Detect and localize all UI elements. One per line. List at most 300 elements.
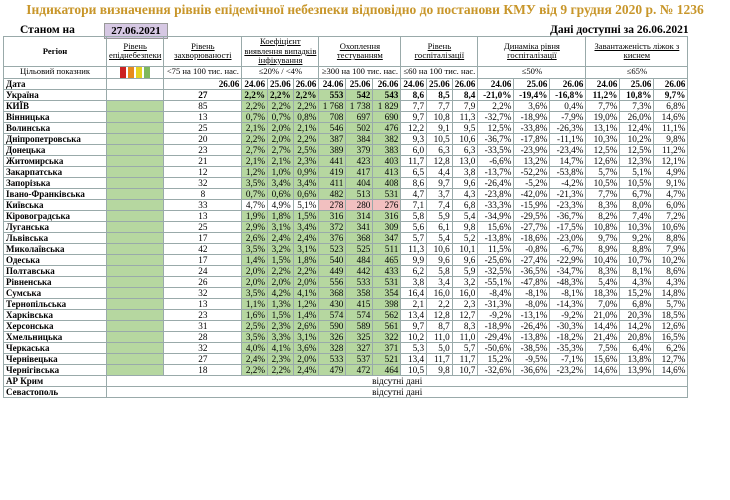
hosp-cell: 16,0 <box>427 287 453 298</box>
date-cell: 25.06 <box>346 78 373 89</box>
epi-level-cell <box>107 177 164 188</box>
testing-cell: 389 <box>319 144 346 155</box>
detection-cell: 2,7% <box>242 144 268 155</box>
testing-cell: 511 <box>373 243 401 254</box>
hosp-cell: 10,5 <box>401 364 427 375</box>
hosp-cell: 9,7 <box>401 111 427 122</box>
incidence-cell: 27 <box>164 353 242 364</box>
hosp-cell: 11,0 <box>452 331 478 342</box>
oxy-cell: 7,0% <box>586 298 620 309</box>
date-cell: 24.06 <box>478 78 514 89</box>
dyn-cell: -32,6% <box>478 364 514 375</box>
incidence-cell: 26 <box>164 276 242 287</box>
table-row <box>4 89 688 100</box>
oxy-cell: 10,2% <box>620 133 654 144</box>
date-row <box>4 78 688 89</box>
incidence-cell: 85 <box>164 100 242 111</box>
table-row <box>4 298 688 309</box>
hosp-cell: 9,6 <box>427 254 453 265</box>
oxy-cell: 10,7% <box>620 254 654 265</box>
detection-cell: 4,0% <box>242 342 268 353</box>
incidence-cell: 17 <box>164 254 242 265</box>
hosp-cell: 9,7 <box>427 177 453 188</box>
testing-cell: 417 <box>346 166 373 177</box>
hosp-cell: 5,4 <box>452 210 478 221</box>
detection-cell: 3,4% <box>293 177 319 188</box>
hosp-cell: 11,7 <box>427 353 453 364</box>
date-cell: 26.06 <box>654 78 688 89</box>
region-name: Запорізька <box>4 177 107 188</box>
target-oxygen: ≤65% <box>586 66 688 78</box>
detection-cell: 0,7% <box>242 188 268 199</box>
dyn-cell: -30,3% <box>550 320 586 331</box>
region-name: Херсонська <box>4 320 107 331</box>
incidence-cell: 24 <box>164 265 242 276</box>
dyn-cell: -6,7% <box>550 243 586 254</box>
hosp-cell: 5,9 <box>427 210 453 221</box>
epi-level-cell <box>107 243 164 254</box>
hosp-cell: 9,8 <box>427 364 453 375</box>
header-epi-level: Рівень епіднебезпеки <box>107 37 164 67</box>
detection-cell: 2,4% <box>293 232 319 243</box>
oxy-cell: 18,5% <box>654 309 688 320</box>
testing-cell: 531 <box>373 276 401 287</box>
dyn-cell: -0,8% <box>514 243 550 254</box>
table-row <box>4 232 688 243</box>
epi-level-cell <box>107 210 164 221</box>
incidence-cell: 25 <box>164 221 242 232</box>
hosp-cell: 3,8 <box>452 166 478 177</box>
detection-cell: 4,1% <box>293 287 319 298</box>
table-row <box>4 122 688 133</box>
testing-cell: 413 <box>373 166 401 177</box>
hosp-cell: 5,2 <box>452 232 478 243</box>
detection-cell: 2,4% <box>293 364 319 375</box>
epi-level-cell <box>107 320 164 331</box>
dyn-cell: -47,8% <box>514 276 550 287</box>
testing-cell: 543 <box>373 89 401 100</box>
dyn-cell: -9,5% <box>514 353 550 364</box>
hosp-cell: 3,8 <box>401 276 427 287</box>
dyn-cell: -17,5% <box>550 221 586 232</box>
dyn-cell: -4,2% <box>550 177 586 188</box>
dyn-cell: -34,7% <box>550 265 586 276</box>
detection-cell: 3,3% <box>268 331 294 342</box>
incidence-cell: 32 <box>164 342 242 353</box>
testing-cell: 408 <box>373 177 401 188</box>
table-row <box>4 331 688 342</box>
testing-cell: 368 <box>346 232 373 243</box>
level-green-swatch <box>144 67 150 78</box>
dyn-cell: -36,6% <box>514 364 550 375</box>
testing-cell: 404 <box>346 177 373 188</box>
oxy-cell: 6,0% <box>654 199 688 210</box>
dyn-cell: -7,1% <box>550 353 586 364</box>
epi-level-cell <box>107 287 164 298</box>
detection-cell: 2,2% <box>293 133 319 144</box>
detection-cell: 2,2% <box>242 364 268 375</box>
oxy-cell: 8,8% <box>620 243 654 254</box>
table-row <box>4 265 688 276</box>
hosp-cell: 12,8 <box>427 309 453 320</box>
testing-cell: 387 <box>319 133 346 144</box>
testing-cell: 465 <box>373 254 401 265</box>
dyn-cell: -19,4% <box>514 89 550 100</box>
detection-cell: 2,6% <box>242 232 268 243</box>
hosp-cell: 5,0 <box>427 342 453 353</box>
date-cell: 24.06 <box>242 78 268 89</box>
dyn-cell: -8,4% <box>478 287 514 298</box>
hosp-cell: 6,3 <box>427 144 453 155</box>
oxy-cell: 7,7% <box>586 100 620 111</box>
date-cell: 24.06 <box>319 78 346 89</box>
detection-cell: 2,0% <box>242 265 268 276</box>
oxy-cell: 8,0% <box>620 199 654 210</box>
testing-cell: 476 <box>373 122 401 133</box>
detection-cell: 3,2% <box>268 243 294 254</box>
oxy-cell: 4,9% <box>654 166 688 177</box>
dyn-cell: -36,7% <box>550 210 586 221</box>
hosp-cell: 8,3 <box>452 320 478 331</box>
region-name: Кіровоградська <box>4 210 107 221</box>
oxy-cell: 10,4% <box>586 254 620 265</box>
hosp-cell: 3,4 <box>427 276 453 287</box>
oxy-cell: 14,6% <box>654 364 688 375</box>
hosp-cell: 9,9 <box>401 254 427 265</box>
epi-level-cell <box>107 199 164 210</box>
hosp-cell: 2,1 <box>401 298 427 309</box>
oxy-cell: 7,5% <box>586 342 620 353</box>
hosp-cell: 3,7 <box>427 188 453 199</box>
hosp-cell: 8,7 <box>427 320 453 331</box>
epi-level-cell <box>107 254 164 265</box>
oxy-cell: 6,7% <box>620 188 654 199</box>
testing-cell: 533 <box>346 276 373 287</box>
hosp-cell: 6,2 <box>401 265 427 276</box>
region-name: Луганська <box>4 221 107 232</box>
date-cell: 26.06 <box>293 78 319 89</box>
dyn-cell: -29,5% <box>514 210 550 221</box>
oxy-cell: 7,4% <box>620 210 654 221</box>
testing-cell: 280 <box>346 199 373 210</box>
testing-cell: 484 <box>346 254 373 265</box>
oxy-cell: 13,8% <box>620 353 654 364</box>
testing-cell: 449 <box>319 265 346 276</box>
header-detection: Коефіцієнт виявлення випадків інфікування <box>242 37 319 67</box>
detection-cell: 3,4% <box>293 221 319 232</box>
dyn-cell: -6,6% <box>478 155 514 166</box>
hosp-cell: 5,8 <box>401 210 427 221</box>
detection-cell: 3,1% <box>293 331 319 342</box>
incidence-cell: 42 <box>164 243 242 254</box>
testing-cell: 327 <box>346 342 373 353</box>
incidence-cell: 13 <box>164 210 242 221</box>
region-name: КИЇВ <box>4 100 107 111</box>
dyn-cell: -48,3% <box>550 276 586 287</box>
oxy-cell: 8,9% <box>586 243 620 254</box>
hosp-cell: 12,8 <box>427 155 453 166</box>
dyn-cell: -36,7% <box>478 133 514 144</box>
table-row <box>4 100 688 111</box>
testing-cell: 546 <box>319 122 346 133</box>
epi-level-cell <box>107 353 164 364</box>
hosp-cell: 7,9 <box>452 100 478 111</box>
oxy-cell: 7,7% <box>586 188 620 199</box>
hosp-cell: 4,3 <box>452 188 478 199</box>
hosp-cell: 7,7 <box>401 100 427 111</box>
testing-cell: 314 <box>346 210 373 221</box>
detection-cell: 3,5% <box>242 331 268 342</box>
oxy-cell: 9,2% <box>620 232 654 243</box>
incidence-cell: 20 <box>164 133 242 144</box>
hosp-cell: 11,7 <box>401 155 427 166</box>
hosp-cell: 12,2 <box>401 122 427 133</box>
dyn-cell: -8,1% <box>514 287 550 298</box>
detection-cell: 0,9% <box>293 166 319 177</box>
testing-cell: 398 <box>373 298 401 309</box>
detection-cell: 1,9% <box>242 210 268 221</box>
oxy-cell: 14,2% <box>620 320 654 331</box>
incidence-cell: 18 <box>164 364 242 375</box>
table-row <box>4 221 688 232</box>
dyn-cell: 11,5% <box>478 243 514 254</box>
target-label: Цільовий показник <box>4 66 107 78</box>
detection-cell: 3,4% <box>268 177 294 188</box>
hosp-cell: 7,7 <box>427 100 453 111</box>
dyn-cell: -29,4% <box>478 331 514 342</box>
oxy-cell: 21,0% <box>586 309 620 320</box>
hosp-cell: 12,7 <box>452 309 478 320</box>
detection-cell: 2,0% <box>293 353 319 364</box>
testing-cell: 341 <box>346 221 373 232</box>
epi-level-cell <box>107 111 164 122</box>
level-red-swatch <box>120 67 126 78</box>
testing-cell: 540 <box>319 254 346 265</box>
hosp-cell: 10,8 <box>427 111 453 122</box>
oxy-cell: 6,2% <box>654 342 688 353</box>
table-row <box>4 276 688 287</box>
detection-cell: 2,0% <box>268 133 294 144</box>
hosp-cell: 4,4 <box>427 166 453 177</box>
detection-cell: 2,7% <box>268 144 294 155</box>
oxy-cell: 15,6% <box>586 353 620 364</box>
testing-cell: 479 <box>319 364 346 375</box>
hosp-cell: 3,2 <box>452 276 478 287</box>
dyn-cell: -26,4% <box>514 320 550 331</box>
testing-cell: 347 <box>373 232 401 243</box>
region-name: Житомирська <box>4 155 107 166</box>
target-hospitalization: ≤60 на 100 тис. нас. <box>401 66 478 78</box>
region-name: Черкаська <box>4 342 107 353</box>
detection-cell: 0,6% <box>293 188 319 199</box>
oxy-cell: 26,0% <box>620 111 654 122</box>
table-row <box>4 243 688 254</box>
oxy-cell: 5,7% <box>586 166 620 177</box>
incidence-cell: 17 <box>164 232 242 243</box>
hosp-cell: 6,8 <box>452 199 478 210</box>
testing-cell: 556 <box>319 276 346 287</box>
testing-cell: 316 <box>319 210 346 221</box>
detection-cell: 2,2% <box>242 100 268 111</box>
dyn-cell: -53,8% <box>550 166 586 177</box>
dyn-cell: -33,8% <box>514 122 550 133</box>
testing-cell: 590 <box>319 320 346 331</box>
detection-cell: 2,0% <box>268 276 294 287</box>
detection-cell: 2,3% <box>293 155 319 166</box>
dyn-cell: -42,0% <box>514 188 550 199</box>
detection-cell: 2,4% <box>242 353 268 364</box>
dyn-cell: 12,5% <box>478 122 514 133</box>
dyn-cell: -14,3% <box>550 298 586 309</box>
detection-cell: 2,1% <box>242 155 268 166</box>
level-orange-swatch <box>128 67 134 78</box>
detection-cell: 2,0% <box>293 276 319 287</box>
oxy-cell: 5,4% <box>586 276 620 287</box>
detection-cell: 4,7% <box>242 199 268 210</box>
oxy-cell: 4,3% <box>654 276 688 287</box>
testing-cell: 430 <box>319 298 346 309</box>
testing-cell: 382 <box>373 133 401 144</box>
table-row <box>4 166 688 177</box>
detection-cell: 2,2% <box>268 265 294 276</box>
as-of-label: Станом на <box>20 24 75 36</box>
dyn-cell: -23,0% <box>550 232 586 243</box>
testing-cell: 537 <box>346 353 373 364</box>
oxy-cell: 12,4% <box>620 122 654 133</box>
dyn-cell: 0,4% <box>550 100 586 111</box>
hosp-cell: 8,5 <box>427 89 453 100</box>
region-name: Київська <box>4 199 107 210</box>
date-cell: 25.06 <box>268 78 294 89</box>
oxy-cell: 12,6% <box>586 155 620 166</box>
testing-cell: 531 <box>373 188 401 199</box>
hosp-cell: 11,0 <box>427 331 453 342</box>
target-incidence: <75 на 100 тис. нас. <box>164 66 242 78</box>
region-name: Сумська <box>4 287 107 298</box>
dyn-cell: -18,9% <box>478 320 514 331</box>
oxy-cell: 12,3% <box>620 155 654 166</box>
oxy-cell: 21,4% <box>586 331 620 342</box>
oxy-cell: 5,7% <box>654 298 688 309</box>
oxy-cell: 10,3% <box>586 133 620 144</box>
dyn-cell: -22,9% <box>550 254 586 265</box>
dyn-cell: -23,3% <box>550 199 586 210</box>
dyn-cell: -23,8% <box>478 188 514 199</box>
hosp-cell: 9,3 <box>401 133 427 144</box>
hosp-cell: 13,4 <box>401 309 427 320</box>
dyn-cell: -23,2% <box>550 364 586 375</box>
epi-level-cell <box>107 100 164 111</box>
detection-cell: 2,2% <box>242 89 268 100</box>
region-name: Севастополь <box>4 386 107 397</box>
epi-level-cell <box>107 276 164 287</box>
epi-level-cell <box>107 133 164 144</box>
oxy-cell: 16,5% <box>654 331 688 342</box>
hosp-cell: 4,7 <box>401 188 427 199</box>
table-row <box>4 177 688 188</box>
detection-cell: 2,6% <box>293 320 319 331</box>
detection-cell: 2,2% <box>268 89 294 100</box>
oxy-cell: 10,6% <box>654 221 688 232</box>
oxy-cell: 12,1% <box>654 155 688 166</box>
hosp-cell: 5,4 <box>427 232 453 243</box>
hosp-cell: 5,7 <box>452 342 478 353</box>
testing-cell: 697 <box>346 111 373 122</box>
detection-cell: 4,1% <box>268 342 294 353</box>
header-row <box>4 37 688 67</box>
date-cell: 25.06 <box>514 78 550 89</box>
dyn-cell: -36,5% <box>514 265 550 276</box>
oxy-cell: 9,8% <box>654 133 688 144</box>
detection-cell: 3,1% <box>293 243 319 254</box>
hosp-cell: 13,4 <box>401 353 427 364</box>
oxy-cell: 14,6% <box>586 364 620 375</box>
hosp-cell: 9,8 <box>452 221 478 232</box>
testing-cell: 276 <box>373 199 401 210</box>
testing-cell: 383 <box>373 144 401 155</box>
dyn-cell: -33,5% <box>478 144 514 155</box>
testing-cell: 502 <box>346 122 373 133</box>
hosp-cell: 10,6 <box>427 243 453 254</box>
hosp-cell: 8,4 <box>452 89 478 100</box>
detection-cell: 1,5% <box>268 254 294 265</box>
oxy-cell: 13,1% <box>586 122 620 133</box>
region-name: Чернігівська <box>4 364 107 375</box>
testing-cell: 1 768 <box>319 100 346 111</box>
hosp-cell: 16,4 <box>401 287 427 298</box>
hosp-cell: 10,1 <box>452 243 478 254</box>
incidence-cell: 27 <box>164 89 242 100</box>
header-oxygen: Завантаженість ліжок з киснем <box>586 37 688 67</box>
oxy-cell: 11,1% <box>654 122 688 133</box>
oxy-cell: 8,1% <box>620 265 654 276</box>
dyn-cell: -18,9% <box>514 111 550 122</box>
table-row-missing <box>4 375 688 386</box>
incidence-cell: 32 <box>164 287 242 298</box>
dyn-cell: -13,8% <box>514 331 550 342</box>
epi-level-cell <box>107 364 164 375</box>
hosp-cell: 16,0 <box>452 287 478 298</box>
dyn-cell: -18,2% <box>550 331 586 342</box>
date-incidence: 26.06 <box>164 78 242 89</box>
date-cell: 26.06 <box>550 78 586 89</box>
epi-level-cell <box>107 309 164 320</box>
detection-cell: 2,5% <box>293 144 319 155</box>
region-name: Миколаївська <box>4 243 107 254</box>
detection-cell: 2,2% <box>268 364 294 375</box>
oxy-cell: 15,2% <box>620 287 654 298</box>
detection-cell: 1,1% <box>242 298 268 309</box>
hosp-cell: 9,1 <box>427 122 453 133</box>
testing-cell: 690 <box>373 111 401 122</box>
hosp-cell: 2,2 <box>427 298 453 309</box>
hosp-cell: 10,6 <box>452 133 478 144</box>
hosp-cell: 11,3 <box>401 243 427 254</box>
testing-cell: 553 <box>319 89 346 100</box>
epi-level-cell <box>107 221 164 232</box>
dyn-cell: -27,4% <box>514 254 550 265</box>
hosp-cell: 6,1 <box>427 221 453 232</box>
testing-cell: 322 <box>373 331 401 342</box>
header-hospitalization: Рівень госпіталізації <box>401 37 478 67</box>
dyn-cell: -8,1% <box>550 287 586 298</box>
testing-cell: 542 <box>346 89 373 100</box>
testing-cell: 403 <box>373 155 401 166</box>
epi-level-cell <box>107 331 164 342</box>
oxy-cell: 11,2% <box>654 144 688 155</box>
level-color-legend <box>107 66 164 78</box>
target-detection: ≤20% / <4% <box>242 66 319 78</box>
